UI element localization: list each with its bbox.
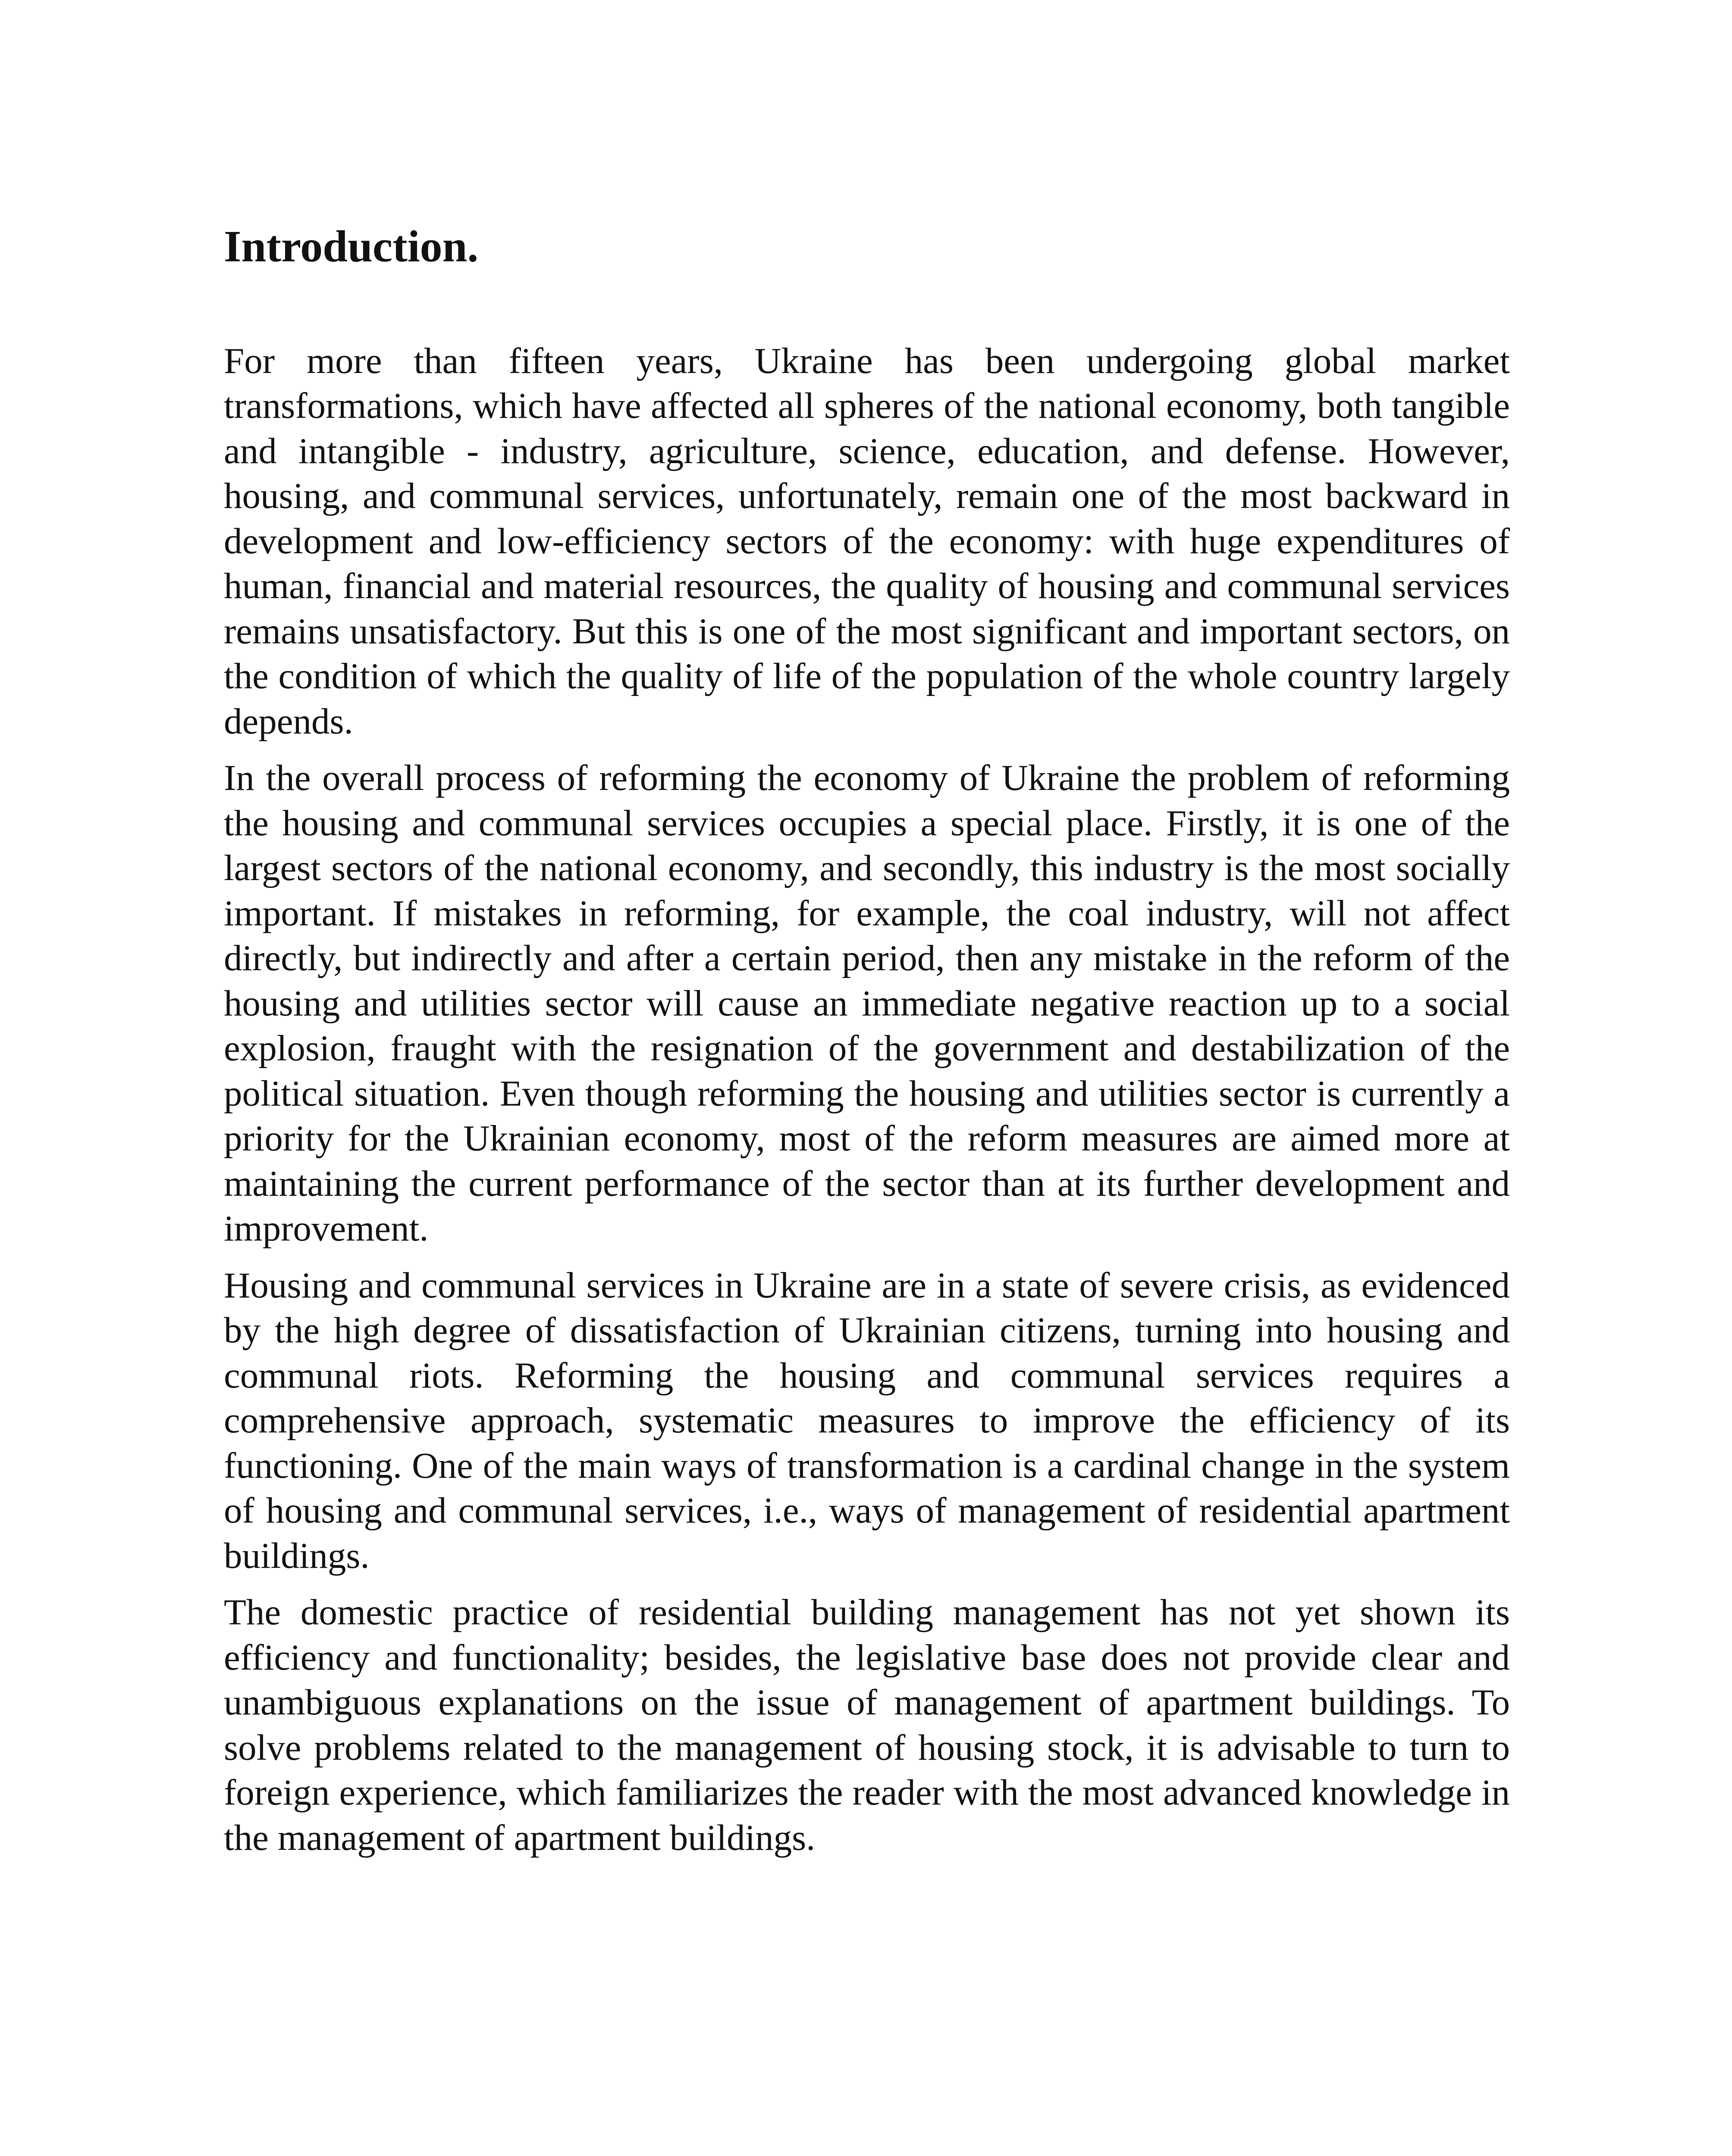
paragraph-1: For more than fifteen years, Ukraine has been undergoing global market transformations, which have affected all spheres of the national economy, both tangible and intangible - industry, agriculture, science, education, and defense. However, housing, and communal services, unfortunately, remain one of the most backward in development and low-efficiency sectors of the economy: with huge expenditures of human, financial and material resources, the quality of housing and communal services remains unsatisfactory. But this is one of the most significant and important sectors, on the condition of which the quality of life of the population of the whole country largely depends.: [224, 340, 1510, 742]
document-body: [224, 220, 1510, 1872]
page-title: Introduction.: [224, 222, 479, 271]
paragraph-2: In the overall process of reforming the economy of Ukraine the problem of reforming the housing and communal services occupies a special place. Firstly, it is one of the largest sectors of the national economy, and secondly, this industry is the most socially important. If mistakes in reforming, for example, the coal industry, will not affect directly, but indirectly and after a certain period, then any mistake in the reform of the housing and utilities sector will cause an immediate negative reaction up to a social explosion, fraught with the resignation of the government and destabilization of the political situation. Even though reforming the housing and utilities sector is currently a priority for the Ukrainian economy, most of the reform measures are aimed more at maintaining the current performance of the sector than at its further development and improvement.: [224, 758, 1510, 1249]
paragraph-3: Housing and communal services in Ukraine are in a state of severe crisis, as evidenced by the high degree of dissatisfaction of Ukrainian citizens, turning into housing and communal riots. Reforming the housing and communal services requires a comprehensive approach, systematic measures to improve the efficiency of its functioning. One of the main ways of transformation is a cardinal change in the system of housing and communal services, i.e., ways of management of residential apartment buildings.: [224, 1265, 1510, 1576]
paragraph-4: The domestic practice of residential building management has not yet shown its efficiency and functionality; besides, the legislative base does not provide clear and unambiguous explanations on the issue of management of apartment buildings. To solve problems related to the management of housing stock, it is advisable to turn to foreign experience, which familiarizes the reader with the most advanced knowledge in the management of apartment buildings.: [224, 1592, 1510, 1858]
